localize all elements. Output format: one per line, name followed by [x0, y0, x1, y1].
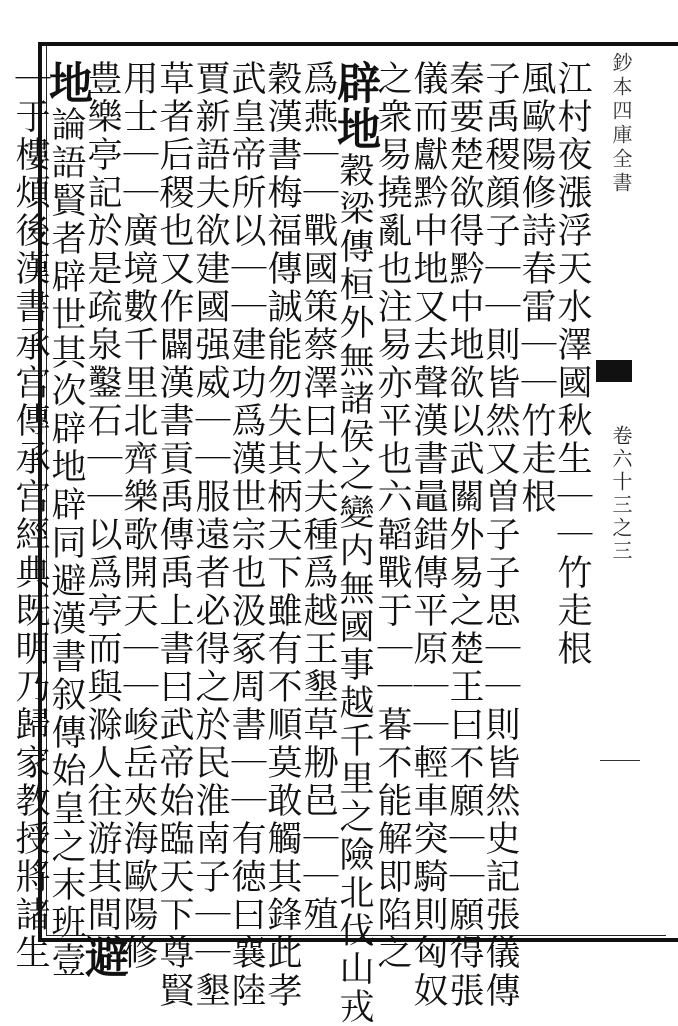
text-column: [372, 60, 412, 972]
fish-tail-mark: [596, 360, 632, 382]
text-column: [480, 60, 520, 1010]
column-text: 穀梁傳桓外無諸侯之變内無國事越千里之險北伐山戎: [334, 152, 374, 1026]
text-column: [190, 60, 230, 1010]
text-column: [226, 60, 266, 1010]
text-column: [444, 60, 484, 1010]
column-text: 之衆易撓亂也注易亦平也六韜戰于｜｜暮不能解即陷之: [372, 60, 412, 972]
column-text: 爲燕｜｜戰國策蔡澤曰大夫種爲越王墾草刱邑｜｜殖: [298, 60, 338, 934]
margin-tick: [600, 760, 640, 761]
column-text: ｜于樓煩後漢書承宫傳承宫經典既明乃歸家教授將諸生: [10, 60, 50, 972]
column-text: 儀而獻黔中地又去聲漢書鼂錯傳平原｜｜輕車突騎則匈奴: [408, 60, 448, 1010]
column-text: 豊樂亭記於是疏泉鑿石｜｜以爲亭而與滁人往游其間: [82, 60, 122, 934]
text-column: [298, 60, 338, 934]
column-text: 穀漢書梅福傳誠能勿失其柄天下雖有不順莫敢觸其鋒此孝: [262, 60, 302, 1010]
column-text: 草者后稷也又作闢漢書貢禹傳禹上書曰武帝始臨天下尊賢: [154, 60, 194, 1010]
headword: 避: [77, 934, 128, 980]
text-column: [10, 60, 50, 972]
column-text: 論語賢者辟世其次辟地辟同避漢書叙傳始皇之末班壹: [46, 106, 86, 980]
chapter-label: 卷六十三之三: [609, 425, 633, 563]
text-column: [408, 60, 448, 1010]
column-text: 風歐陽修詩春雷｜｜竹走根: [516, 60, 556, 516]
text-column: [41, 60, 92, 980]
text-column: [552, 60, 592, 930]
column-text: 江村夜漲浮天水澤國秋生｜｜竹走根: [552, 60, 592, 668]
text-column: [516, 60, 556, 930]
running-head: 鈔本四庫全書: [609, 52, 633, 196]
column-text: 用士｜｜廣境數千里北齊樂歌開天｜｜峻岳夾海歐陽修: [118, 60, 158, 972]
headword: 地: [41, 60, 92, 106]
column-text: 賈新語夫欲建國强威｜｜服遠者必得之於民淮南子｜｜墾: [190, 60, 230, 1010]
text-column: [154, 60, 194, 1010]
text-column: [118, 60, 158, 972]
column-text: 武皇帝所以｜｜建功爲漢世宗也汲冢周書｜｜有徳曰襄陸: [226, 60, 266, 1010]
column-text: 子禹稷顔子｜｜則皆然又曽子子思｜｜則皆然史記張儀傳: [480, 60, 520, 1010]
column-text: 秦要楚欲得黔中地欲以武關外易之楚王曰不願｜｜願得張: [444, 60, 484, 1010]
text-column: [262, 60, 302, 1010]
text-column: [329, 60, 380, 1026]
headword: 辟地: [329, 60, 380, 152]
text-column: [77, 60, 128, 980]
